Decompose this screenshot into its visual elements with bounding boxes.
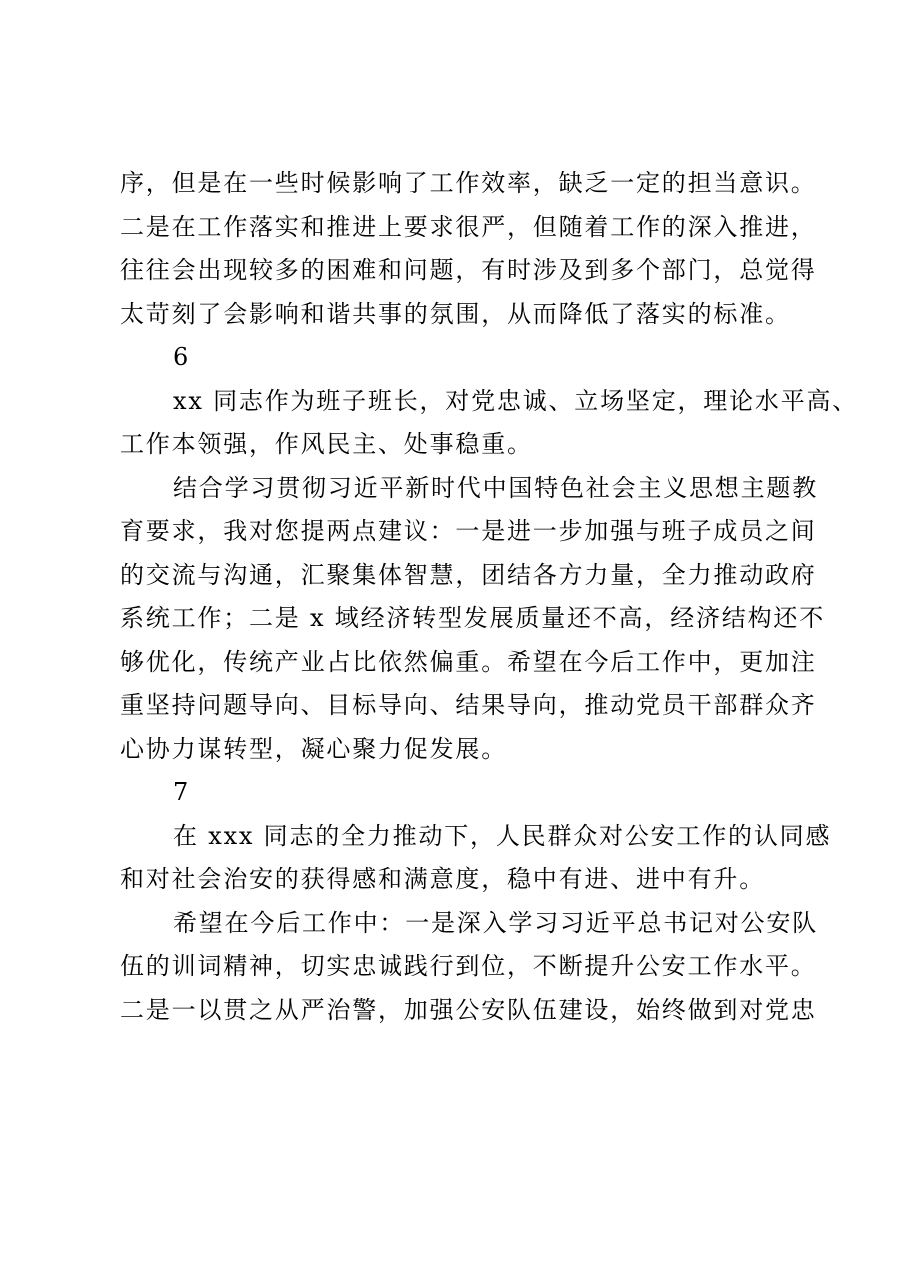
text-line: 重坚持问题导向、目标导向、结果导向，推动党员干部群众齐 bbox=[120, 691, 817, 719]
document-body bbox=[120, 162, 859, 1032]
text-line: 6 bbox=[173, 343, 191, 371]
text-line: 结合学习贯彻习近平新时代中国特色社会主义思想主题教 bbox=[173, 473, 818, 502]
text-line: 的交流与沟通，汇聚集体智慧，团结各方力量，全力推动政府 bbox=[120, 560, 817, 589]
text-line: 心协力谋转型，凝心聚力促发展。 bbox=[120, 734, 507, 763]
text-line: 够优化，传统产业占比依然偏重。希望在今后工作中，更加注 bbox=[120, 647, 817, 676]
text-line: 在 xxx 同志的全力推动下，人民群众对公安工作的认同感 bbox=[173, 821, 832, 850]
text-line: 往往会出现较多的困难和问题，有时涉及到多个部门，总觉得 bbox=[120, 256, 817, 284]
text-line: 育要求，我对您提两点建议：一是进一步加强与班子成员之间 bbox=[120, 517, 817, 545]
text-line: 工作本领强，作风民主、处事稳重。 bbox=[120, 430, 533, 458]
text-line: 二是在工作落实和推进上要求很严，但随着工作的深入推进， bbox=[120, 212, 817, 241]
text-line: 和对社会治安的获得感和满意度，稳中有进、进中有升。 bbox=[120, 865, 765, 893]
text-line: 7 bbox=[173, 778, 191, 806]
text-line: xx 同志作为班子班长，对党忠诚、立场坚定，理论水平高、 bbox=[173, 386, 859, 415]
text-line: 伍的训词精神，切实忠诚践行到位，不断提升公安工作水平。 bbox=[120, 952, 817, 980]
text-line: 二是一以贯之从严治警，加强公安队伍建设，始终做到对党忠 bbox=[120, 995, 817, 1024]
text-line: 希望在今后工作中：一是深入学习习近平总书记对公安队 bbox=[173, 908, 818, 937]
text-line: 序，但是在一些时候影响了工作效率，缺乏一定的担当意识。 bbox=[120, 169, 817, 197]
text-line: 太苛刻了会影响和谐共事的氛围，从而降低了落实的标准。 bbox=[120, 299, 791, 328]
text-line: 系统工作；二是 x 域经济转型发展质量还不高，经济结构还不 bbox=[120, 604, 825, 632]
